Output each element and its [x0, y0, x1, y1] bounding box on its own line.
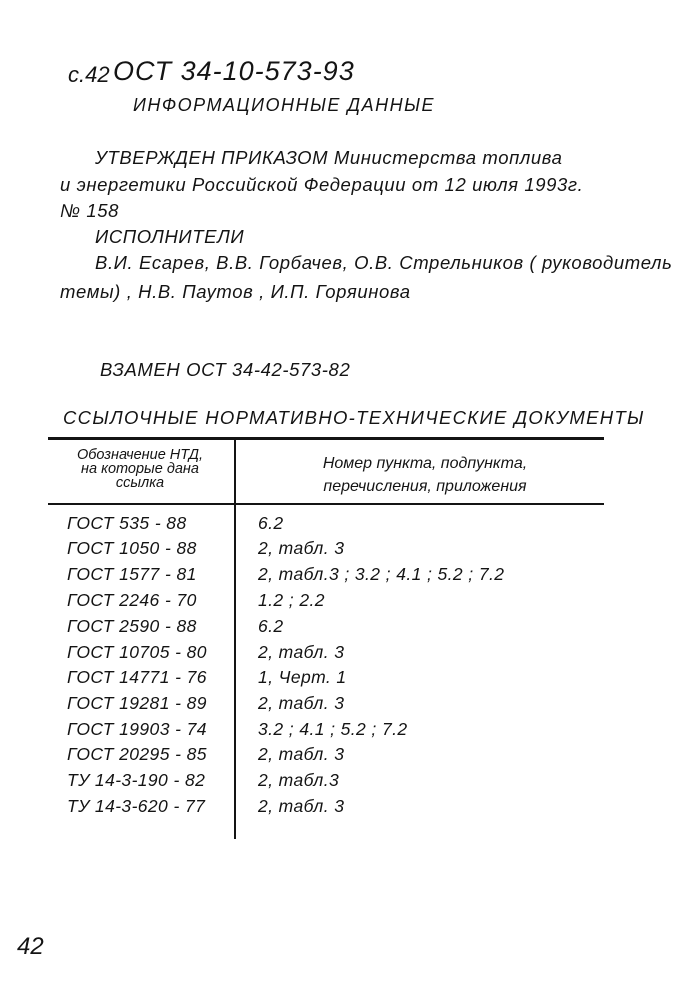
column-header-document-line-1: Обозначение НТД, [76, 447, 204, 463]
references-title: ССЫЛОЧНЫЕ НОРМАТИВНО-ТЕХНИЧЕСКИЕ ДОКУМЕНТЫ [63, 407, 645, 428]
document-designation: ГОСТ 20295 - 85 [67, 744, 207, 764]
section-title: ИНФОРМАЦИОННЫЕ ДАННЫЕ [133, 95, 436, 115]
table-row [0, 564, 700, 589]
table-row [0, 667, 700, 692]
clause-reference: 2, табл. 3 [258, 538, 345, 558]
replaces-note: ВЗАМЕН ОСТ 34-42-573-82 [100, 359, 351, 380]
document-designation: ГОСТ 1577 - 81 [67, 564, 197, 584]
table-row [0, 513, 700, 538]
document-designation: ТУ 14-3-620 - 77 [67, 796, 206, 816]
document-designation: ГОСТ 535 - 88 [67, 513, 187, 533]
document-designation: ГОСТ 1050 - 88 [67, 538, 197, 558]
clause-reference: 6.2 [258, 616, 284, 636]
document-designation: ГОСТ 19281 - 89 [67, 693, 207, 713]
column-header-document [50, 448, 230, 490]
approval-order-number: № 158 [60, 200, 120, 221]
column-header-document-line-2: на которые дана [81, 461, 199, 477]
table-row [0, 693, 700, 718]
table-row [0, 642, 700, 667]
table-row [0, 590, 700, 615]
column-header-document-line-3: ссылка [115, 475, 165, 491]
clause-reference: 2, табл. 3 [258, 744, 345, 764]
document-designation: ГОСТ 2590 - 88 [67, 616, 197, 636]
document-designation: ГОСТ 2246 - 70 [67, 590, 197, 610]
clause-reference: 3.2 ; 4.1 ; 5.2 ; 7.2 [258, 719, 408, 739]
table-row [0, 796, 700, 821]
clause-reference: 6.2 [258, 513, 284, 533]
clause-reference: 2, табл.3 [258, 770, 340, 790]
developers-line-2: темы) , Н.В. Паутов , И.П. Горяинова [60, 281, 411, 302]
standard-designation: ОСТ 34-10-573-93 [113, 56, 355, 86]
column-header-clause-line-2: перечисления, приложения [323, 478, 527, 495]
developers-title: ИСПОЛНИТЕЛИ [95, 226, 245, 247]
table-row [0, 616, 700, 641]
clause-reference: 2, табл.3 ; 3.2 ; 4.1 ; 5.2 ; 7.2 [258, 564, 505, 584]
table-row [0, 744, 700, 769]
page-reference: с.42 [68, 62, 110, 87]
approval-line-1: УТВЕРЖДЕН ПРИКАЗОМ Министерства топлива [95, 147, 563, 168]
clause-reference: 2, табл. 3 [258, 796, 345, 816]
column-header-clause [250, 452, 600, 498]
table-top-rule [48, 437, 604, 440]
approval-line-2: и энергетики Российской Федерации от 12 июля 1993г. [60, 174, 584, 195]
document-designation: ГОСТ 10705 - 80 [67, 642, 207, 662]
clause-reference: 2, табл. 3 [258, 693, 345, 713]
column-header-clause-line-1: Номер пункта, подпункта, [322, 455, 528, 472]
table-header-rule [48, 503, 604, 505]
clause-reference: 1.2 ; 2.2 [258, 590, 325, 610]
clause-reference: 2, табл. 3 [258, 642, 345, 662]
document-designation: ТУ 14-3-190 - 82 [67, 770, 206, 790]
document-designation: ГОСТ 19903 - 74 [67, 719, 207, 739]
developers-line-1: В.И. Есарев, В.В. Горбачев, О.В. Стрельников ( руководитель [95, 252, 673, 273]
table-row [0, 770, 700, 795]
page-number: 42 [17, 933, 44, 960]
clause-reference: 1, Черт. 1 [258, 667, 347, 687]
table-row [0, 719, 700, 744]
table-row [0, 538, 700, 563]
document-designation: ГОСТ 14771 - 76 [67, 667, 207, 687]
